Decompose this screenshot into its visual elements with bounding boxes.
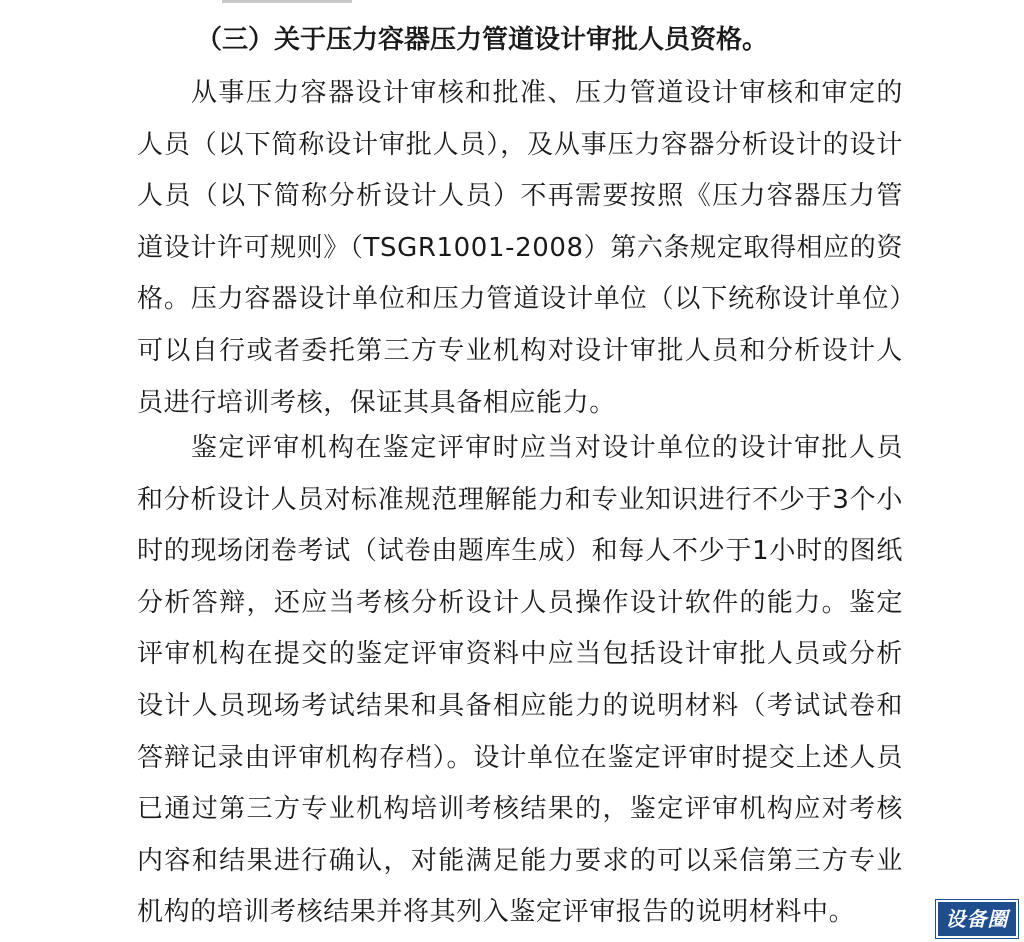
previous-page-remnant xyxy=(222,0,352,3)
paragraph-review-assessment: 鉴定评审机构在鉴定评审时应当对设计单位的设计审批人员和分析设计人员对标准规范理解能力和专业知识进行不少于3个小时的现场闭卷考试（试卷由题库生成）和每人不少于1小时的图纸分析答辩，还应当考核分析设计人员操作设计软件的能力。鉴定评审机构在提交的鉴定评审资料中应当包括设计审批人员或分析设计人员现场考试结果和具备相应能力的说明材料（考试试卷和答辩记录由评审机构存档）。设计单位在鉴定评审时提交上述人员已通过第三方专业机构培训考核结果的，鉴定评审机构应对考核内容和结果进行确认，对能满足能力要求的可以采信第三方专业机构的培训考核结果并将其列入鉴定评审报告的说明材料中。 xyxy=(137,433,903,928)
section-heading: （三）关于压力容器压力管道设计审批人员资格。 xyxy=(196,25,769,55)
paragraph-designer-qualification: 从事压力容器设计审核和批准、压力管道设计审核和审定的人员（以下简称设计审批人员），及从事压力容器分析设计的设计人员（以下简称分析设计人员）不再需要按照《压力容器压力管道设计许可规则》（TSGR1001-2008）第六条规定取得相应的资格。压力容器设计单位和压力管道设计单位（以下统称设计单位）可以自行或者委托第三方专业机构对设计审批人员和分析设计人员进行培训考核，保证其具备相应能力。 xyxy=(137,78,903,418)
watermark-logo: 设备圈 xyxy=(936,900,1018,938)
